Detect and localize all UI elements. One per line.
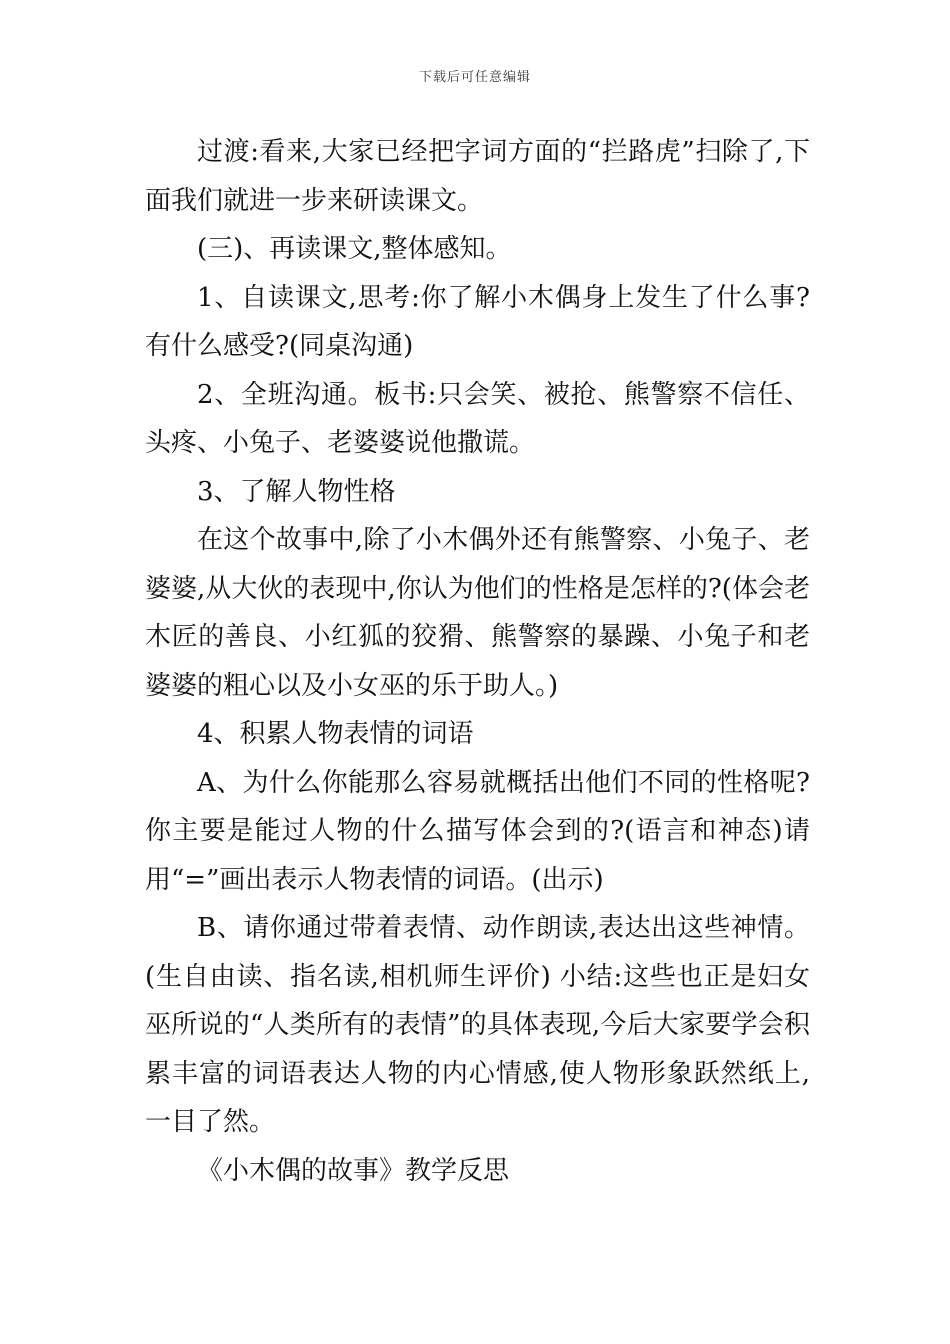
paragraph-item-b: B、请你通过带着表情、动作朗读,表达出这些神情。(生自由读、指名读,相机师生评价) 小结:这些也正是妇女巫所说的“人类所有的表情”的具体表现,今后大家要学会积累丰富的词语表达人物的内心情感,使人物形象跃然纸上,一目了然。 (145, 913, 810, 1137)
paragraph-transition: 过渡:看来,大家已经把字词方面的“拦路虎”扫除了,下面我们就进一步来研读课文。 (145, 137, 810, 216)
paragraph-section-three: (三)、再读课文,整体感知。 (197, 234, 512, 264)
document-body (145, 128, 810, 1195)
paragraph-step-2: 2、全班沟通。板书:只会笑、被抢、熊警察不信任、头疼、小兔子、老婆婆说他撒谎。 (145, 379, 810, 458)
paragraph-characters: 在这个故事中,除了小木偶外还有熊警察、小兔子、老婆婆,从大伙的表现中,你认为他们的性格是怎样的?(体会老木匠的善良、小红狐的狡猾、熊警察的暴躁、小兔子和老婆婆的粗心以及小女巫的乐于助人。) (145, 525, 810, 701)
paragraph-step-3: 3、了解人物性格 (197, 476, 396, 507)
paragraph-item-a: A、为什么你能那么容易就概括出他们不同的性格呢?你主要是能过人物的什么描写体会到的?(语言和神态)请用“=”画出表示人物表情的词语。(出示) (145, 767, 810, 895)
paragraph-step-4: 4、积累人物表情的词语 (197, 719, 474, 749)
paragraph-step-1: 1、自读课文,思考:你了解小木偶身上发生了什么事?有什么感受?(同桌沟通) (145, 282, 810, 361)
paragraph-reflection-title: 《小木偶的故事》教学反思 (197, 1155, 510, 1186)
page-header: 下载后可任意编辑 (418, 70, 531, 85)
